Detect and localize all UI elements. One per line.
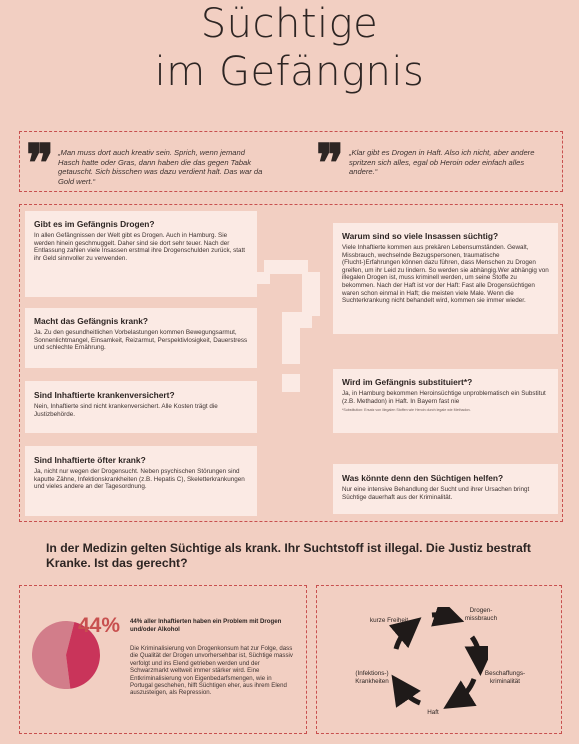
qa-answer: Nur eine intensive Behandlung der Sucht und ihrer Ursachen bringt Süchtige dauerhaft aus der Kriminalität. (342, 486, 530, 501)
qa-footnote: *Substitution: Ersatz von illegalen Stoffen wie Heroin durch legale wie Methadon. (342, 408, 471, 413)
cycle-label-diseases: (Infektions-) Krankheiten (355, 670, 389, 685)
qa-card-what-helps (333, 464, 558, 514)
cycle-label-drug-abuse: Drogen- missbrauch (464, 607, 498, 622)
qa-question: Macht das Gefängnis krank? (34, 316, 149, 326)
stat-label: 44% aller Inhaftierten haben ein Problem mit Drogen und/oder Alkohol (130, 618, 282, 633)
qa-card-more-sick (25, 446, 257, 516)
quote-text-1: „Man muss dort auch kreativ sein. Sprich, wenn jemand Hasch hatte oder Gras, dann haben die das gegen Tabak getauscht. Sich bisschen was dazu verdient halt. Das war da Gold wert.“ (58, 148, 263, 186)
cycle-label-crime: Beschaffungs- kriminalität (484, 670, 526, 685)
qa-card-prison-sick (25, 308, 257, 368)
qa-question: Sind Inhaftierte krankenversichert? (34, 390, 175, 400)
qa-answer: Ja, nicht nur wegen der Drogensucht. Neben psychischen Störungen sind kaputte Zähne, Infektionskrankheiten (z.B. Hepatis C), Skeletterkrankungen und vieles andere an der Tagesordnung. (34, 468, 245, 491)
qa-card-why-addicted (333, 223, 558, 334)
stat-percent: 44% (78, 614, 121, 637)
quote-text-2: „Klar gibt es Drogen in Haft. Also ich nicht, aber andere spritzen sich alles, egal ob Heroin oder einfach alles andere.“ (349, 148, 535, 177)
title-line-1: Süchtige (200, 1, 379, 47)
qa-answer: Nein, Inhaftierte sind nicht krankenversichert. Alle Kosten trägt die Justizbehörde. (34, 403, 218, 418)
qa-answer: Viele Inhaftierte kommen aus prekären Lebensumständen. Gewalt, Missbrauch, wechselnde Bezugspersonen, traumatische (Flucht-)Erfahrungen können dazu führen, dass Menschen zu Drogen greifen, um ihr Leid zu lindern. So werden sie abhängig.Wer abhängig von illegalen Drogen ist, muss kriminell werden, um seine Stoffe zu bekommen. Nach der Haft ist vor der Haft: Fast alle Drogensüchtigen waren schon einmal in Haft; die meisten viele Male. Wenn die Suchterkrankung nicht behandelt wird, kommen sie immer wieder. (342, 244, 549, 305)
title-line-2: im Gefängnis (154, 49, 425, 95)
qa-answer: Ja. Zu den gesundheitlichen Vorbelastungen kommen Bewegungsarmut, Sonnenlichtmangel, Einsamkeit, Reizarmut, Perspektivlosigkeit, Dauerstress und schlechte Ernährung. (34, 329, 248, 352)
qa-question: Wird im Gefängnis substituiert*? (342, 377, 473, 387)
qa-question: Gibt es im Gefängnis Drogen? (34, 219, 155, 229)
qa-answer: In allen Gefängnissen der Welt gibt es Drogen. Auch in Hamburg. Sie werden hinein geschmuggelt. Daher sind sie dort sehr teuer. Nach der Entlassung zahlen viele Insassen erstmal ihre Drogenschulden zurück, statt ihr Geld sinnvoller zu verwenden. (34, 232, 246, 262)
qa-answer: Ja, in Hamburg bekommen Heroinsüchtige unproblematisch ein Substitut (z.B. Methadon) in Haft. In Bayern fast nie (342, 390, 546, 405)
cycle-label-freedom: kurze Freiheit (369, 617, 409, 624)
qa-card-insured (25, 381, 257, 433)
quote-mark-icon: ❞ (26, 133, 54, 194)
qa-question: Sind Inhaftierte öfter krank? (34, 455, 146, 465)
stat-body: Die Kriminalisierung von Drogenkonsum hat zur Folge, dass die Qualität der Drogen unvorhersehbar ist, Süchtige massiv verfolgt und ins Elend getrieben werden und der Schwarzmarkt weltweit immer stärker wird. Eine Entkriminalisierung von Eigenbedarfsmengen, wie in Portugal geschehen, hilft Süchtigen eher, aus ihrem Elend auszusteigen, als Repression. (130, 645, 293, 697)
qa-card-substitution (333, 369, 558, 433)
qa-card-drugs-in-prison (25, 211, 257, 297)
cycle-label-prison: Haft (427, 709, 439, 716)
question-mark-icon (252, 258, 324, 413)
headline: In der Medizin gelten Süchtige als krank. Ihr Suchtstoff ist illegal. Die Justiz bestraft Kranke. Ist das gerecht? (46, 541, 531, 570)
qa-question: Was könnte denn den Süchtigen helfen? (342, 473, 504, 483)
quote-mark-icon: ❞ (316, 133, 344, 194)
qa-question: Warum sind so viele Insassen süchtig? (342, 231, 499, 241)
